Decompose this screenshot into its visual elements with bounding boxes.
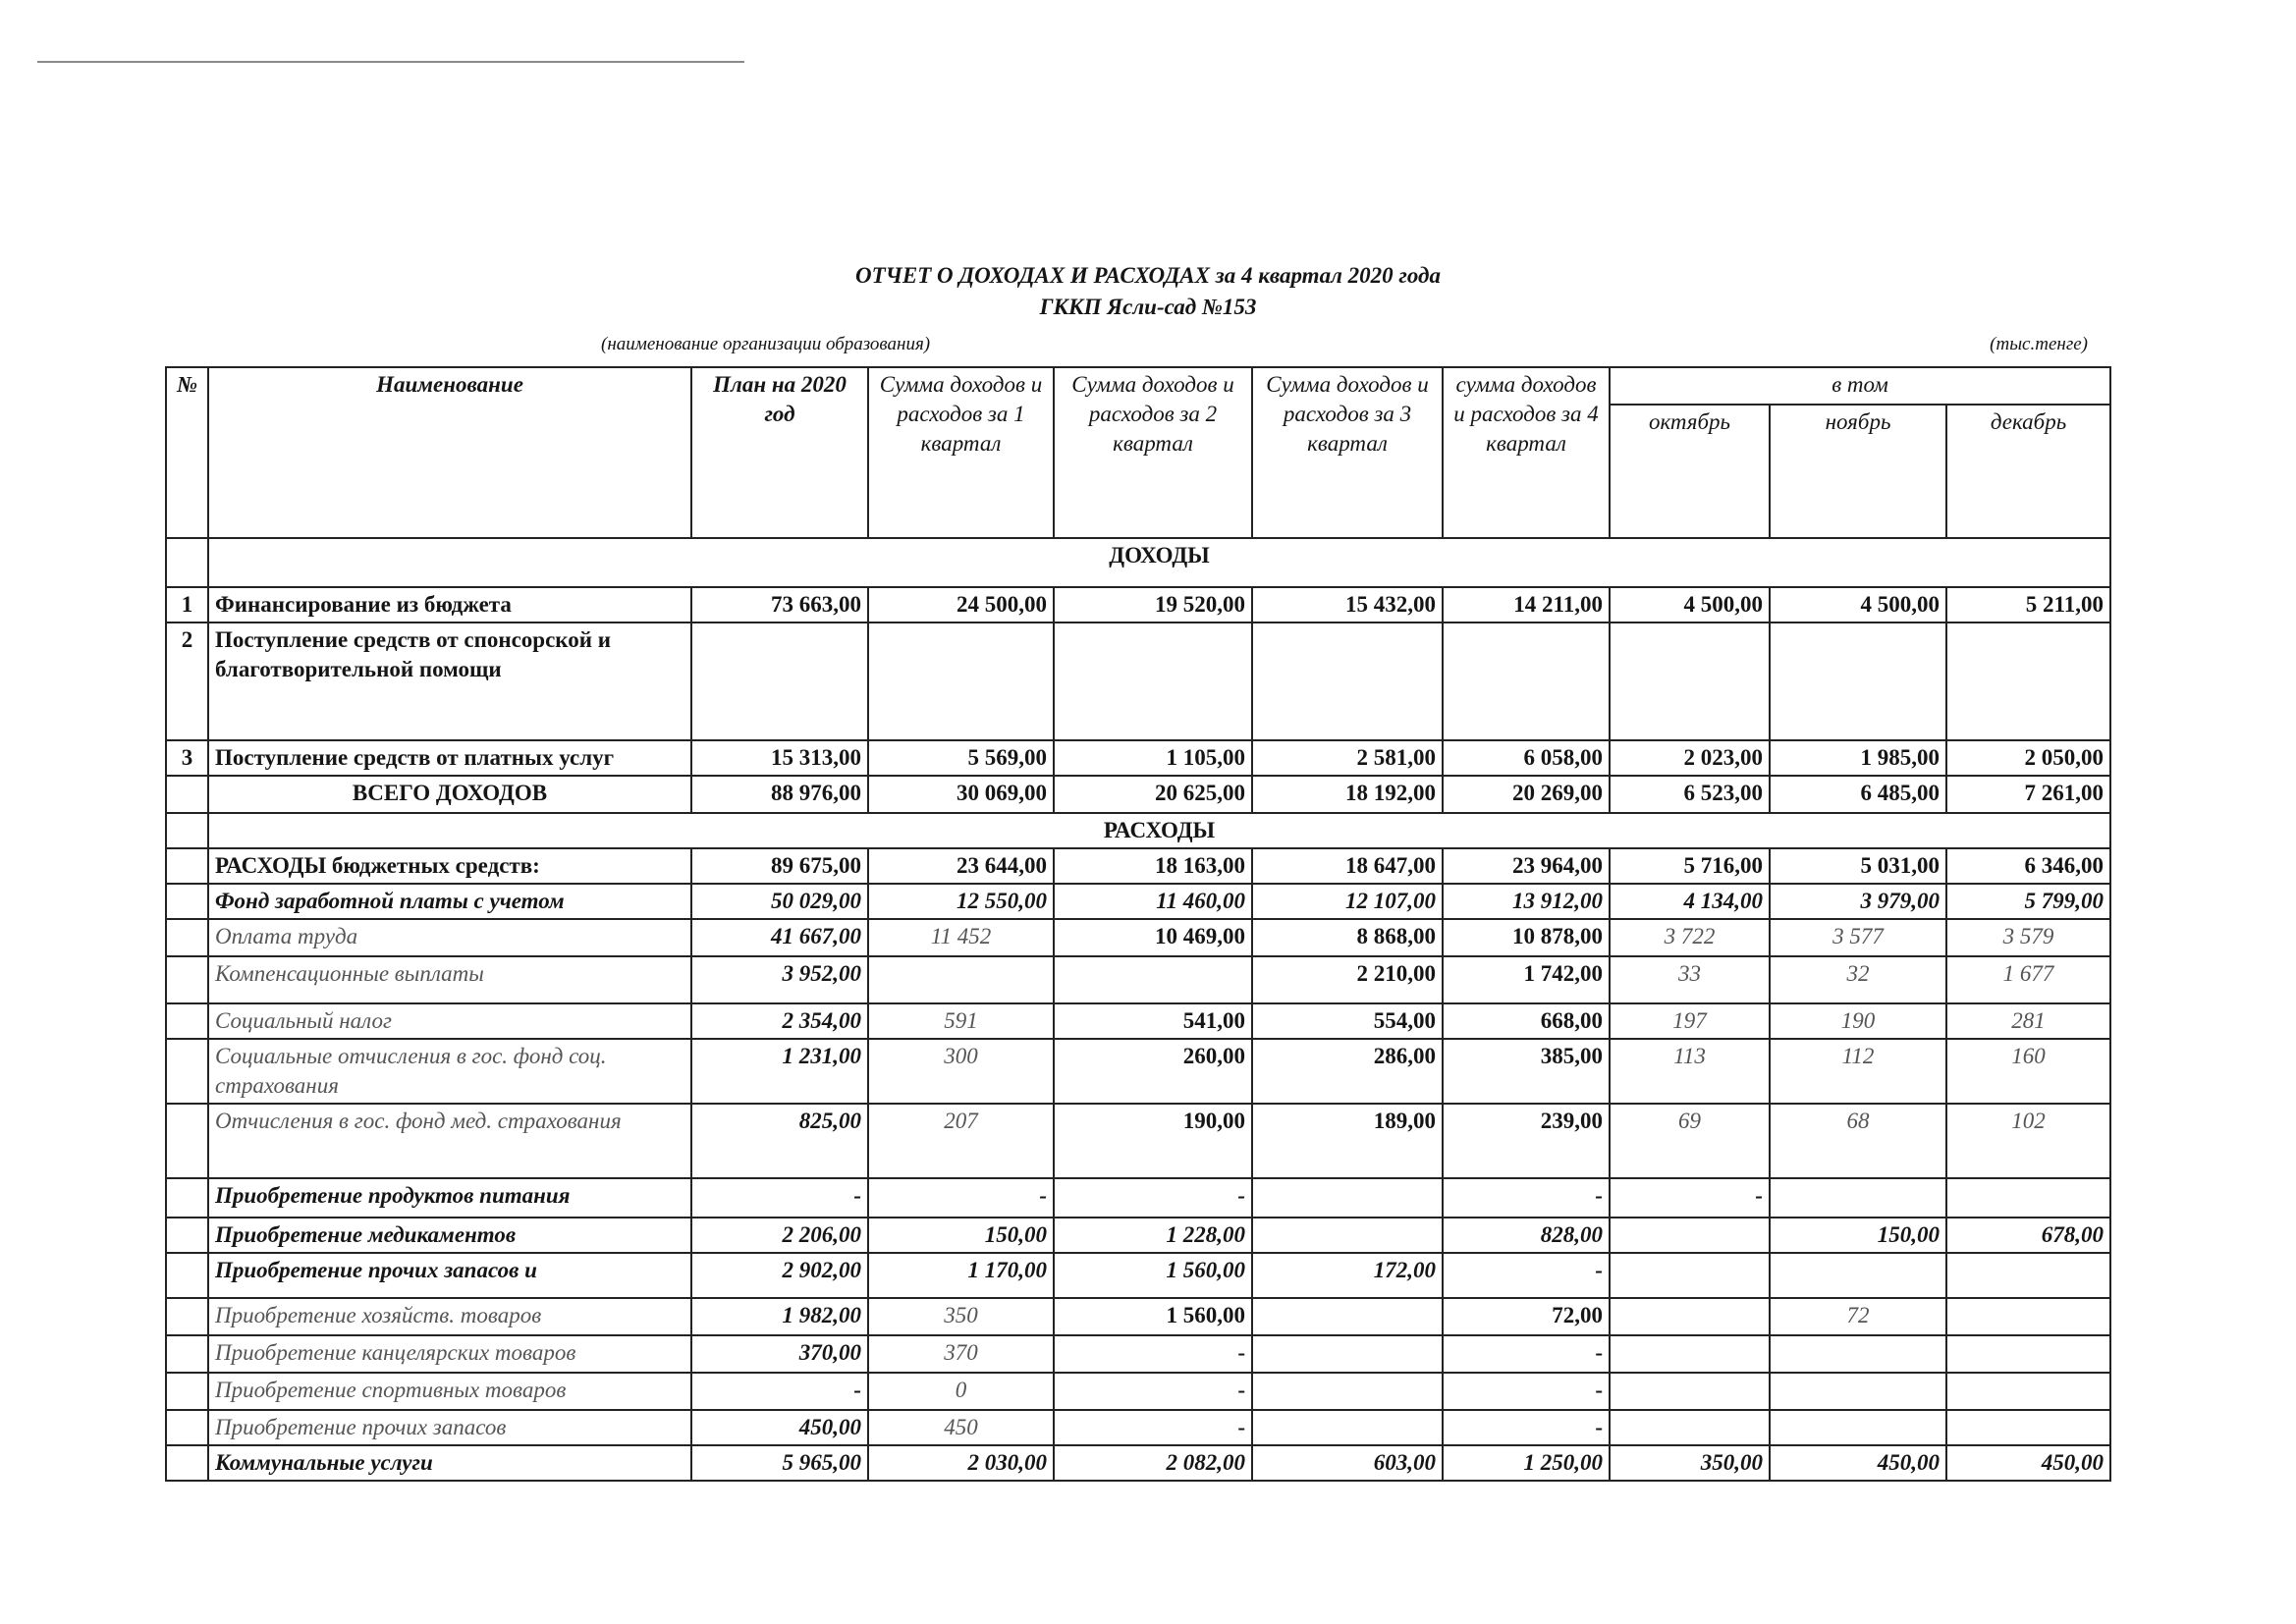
value-cell-q2: - <box>1054 1373 1252 1410</box>
value-cell-q3: 2 581,00 <box>1252 740 1443 776</box>
value-cell-plan: 15 313,00 <box>691 740 868 776</box>
value-cell-q1: 1 170,00 <box>868 1253 1054 1298</box>
value-cell-q4: 6 058,00 <box>1443 740 1610 776</box>
value-cell-plan: 89 675,00 <box>691 848 868 884</box>
value-cell-q3: 18 647,00 <box>1252 848 1443 884</box>
value-cell-q4: 10 878,00 <box>1443 919 1610 956</box>
scan-edge-line <box>37 61 744 63</box>
value-cell-plan: 2 902,00 <box>691 1253 868 1298</box>
value-cell-nov: 3 979,00 <box>1770 884 1946 919</box>
document-title <box>0 260 2296 323</box>
header-row <box>166 367 2110 405</box>
value-cell-plan: 1 982,00 <box>691 1298 868 1335</box>
row-name-cell: Поступление средств от платных услуг <box>208 740 691 776</box>
value-cell-oct: 113 <box>1610 1039 1770 1104</box>
header-no: № <box>166 367 208 538</box>
value-cell-q2: 1 560,00 <box>1054 1298 1252 1335</box>
value-cell-dec: 160 <box>1946 1039 2110 1104</box>
value-cell-oct: 4 500,00 <box>1610 587 1770 623</box>
value-cell-dec <box>1946 1253 2110 1298</box>
value-cell-q4: - <box>1443 1373 1610 1410</box>
value-cell-q3 <box>1252 1218 1443 1253</box>
value-cell-oct <box>1610 1253 1770 1298</box>
row-name-cell: ВСЕГО ДОХОДОВ <box>208 776 691 813</box>
value-cell-q1: - <box>868 1178 1054 1218</box>
value-cell-q3 <box>1252 1178 1443 1218</box>
row-name-cell: Фонд заработной платы с учетом <box>208 884 691 919</box>
row-name-cell: Приобретение прочих запасов и <box>208 1253 691 1298</box>
expense-section-title-row <box>166 813 2110 848</box>
value-cell-plan: - <box>691 1373 868 1410</box>
value-cell-dec <box>1946 1298 2110 1335</box>
table-row <box>166 919 2110 956</box>
row-number-cell <box>166 1335 208 1373</box>
row-number-cell: 2 <box>166 623 208 740</box>
value-cell-q2 <box>1054 623 1252 740</box>
row-name-cell: Отчисления в гос. фонд мед. страхования <box>208 1104 691 1178</box>
value-cell-q2: 1 228,00 <box>1054 1218 1252 1253</box>
value-cell-oct: 3 722 <box>1610 919 1770 956</box>
value-cell-oct <box>1610 1373 1770 1410</box>
value-cell-q3 <box>1252 1410 1443 1445</box>
value-cell-q3: 172,00 <box>1252 1253 1443 1298</box>
table-row <box>166 1253 2110 1298</box>
table-row <box>166 1445 2110 1481</box>
value-cell-q2: 2 082,00 <box>1054 1445 1252 1481</box>
value-cell-oct <box>1610 1335 1770 1373</box>
value-cell-oct <box>1610 623 1770 740</box>
value-cell-plan: 73 663,00 <box>691 587 868 623</box>
row-number-cell <box>166 1253 208 1298</box>
value-cell-q4 <box>1443 623 1610 740</box>
value-cell-dec: 2 050,00 <box>1946 740 2110 776</box>
header-q2: Сумма доходов и расходов за 2 квартал <box>1054 367 1252 538</box>
value-cell-q4: - <box>1443 1178 1610 1218</box>
value-cell-dec: 5 211,00 <box>1946 587 2110 623</box>
value-cell-dec <box>1946 1410 2110 1445</box>
value-cell-oct <box>1610 1410 1770 1445</box>
value-cell-plan: 3 952,00 <box>691 956 868 1003</box>
value-cell-q4: 1 742,00 <box>1443 956 1610 1003</box>
row-number-cell <box>166 848 208 884</box>
value-cell-q3: 8 868,00 <box>1252 919 1443 956</box>
value-cell-q3 <box>1252 1335 1443 1373</box>
value-cell-dec: 281 <box>1946 1003 2110 1039</box>
table-row <box>166 587 2110 623</box>
value-cell-nov: 450,00 <box>1770 1445 1946 1481</box>
value-cell-q1: 591 <box>868 1003 1054 1039</box>
row-name-cell: Приобретение хозяйств. товаров <box>208 1298 691 1335</box>
value-cell-dec: 6 346,00 <box>1946 848 2110 884</box>
row-number-cell <box>166 776 208 813</box>
header-name: Наименование <box>208 367 691 538</box>
value-cell-q2: 20 625,00 <box>1054 776 1252 813</box>
row-number-cell <box>166 919 208 956</box>
row-number-cell: 3 <box>166 740 208 776</box>
row-number-cell <box>166 1104 208 1178</box>
row-name-cell: Приобретение спортивных товаров <box>208 1373 691 1410</box>
value-cell-q4: 828,00 <box>1443 1218 1610 1253</box>
value-cell-q1: 2 030,00 <box>868 1445 1054 1481</box>
header-plan: План на 2020 год <box>691 367 868 538</box>
value-cell-plan: 825,00 <box>691 1104 868 1178</box>
table-row <box>166 1335 2110 1373</box>
header-november: ноябрь <box>1770 405 1946 538</box>
value-cell-plan: 2 354,00 <box>691 1003 868 1039</box>
table-row <box>166 1218 2110 1253</box>
table-row <box>166 884 2110 919</box>
value-cell-q3 <box>1252 1298 1443 1335</box>
value-cell-nov <box>1770 1373 1946 1410</box>
value-cell-dec: 7 261,00 <box>1946 776 2110 813</box>
value-cell-q1: 450 <box>868 1410 1054 1445</box>
table-row <box>166 1003 2110 1039</box>
value-cell-q1 <box>868 623 1054 740</box>
row-name-cell: Приобретение продуктов питания <box>208 1178 691 1218</box>
value-cell-nov <box>1770 1253 1946 1298</box>
value-cell-q1: 207 <box>868 1104 1054 1178</box>
value-cell-q1: 300 <box>868 1039 1054 1104</box>
value-cell-nov <box>1770 1335 1946 1373</box>
value-cell-q1: 370 <box>868 1335 1054 1373</box>
value-cell-oct: - <box>1610 1178 1770 1218</box>
value-cell-oct: 5 716,00 <box>1610 848 1770 884</box>
value-cell-dec: 450,00 <box>1946 1445 2110 1481</box>
value-cell-nov: 5 031,00 <box>1770 848 1946 884</box>
row-number-cell <box>166 1003 208 1039</box>
header-q3: Сумма доходов и расходов за 3 квартал <box>1252 367 1443 538</box>
value-cell-q3: 15 432,00 <box>1252 587 1443 623</box>
header-q1: Сумма доходов и расходов за 1 квартал <box>868 367 1054 538</box>
value-cell-q3: 18 192,00 <box>1252 776 1443 813</box>
value-cell-q1: 24 500,00 <box>868 587 1054 623</box>
row-number-cell <box>166 884 208 919</box>
value-cell-dec <box>1946 1373 2110 1410</box>
value-cell-oct: 6 523,00 <box>1610 776 1770 813</box>
value-cell-q2: 1 560,00 <box>1054 1253 1252 1298</box>
value-cell-dec <box>1946 1178 2110 1218</box>
value-cell-q3: 2 210,00 <box>1252 956 1443 1003</box>
value-cell-q4: 72,00 <box>1443 1298 1610 1335</box>
row-name-cell: Приобретение прочих запасов <box>208 1410 691 1445</box>
value-cell-plan: 2 206,00 <box>691 1218 868 1253</box>
value-cell-q2: 19 520,00 <box>1054 587 1252 623</box>
row-name-cell: Финансирование из бюджета <box>208 587 691 623</box>
value-cell-q4: 1 250,00 <box>1443 1445 1610 1481</box>
value-cell-plan: 50 029,00 <box>691 884 868 919</box>
value-cell-dec: 3 579 <box>1946 919 2110 956</box>
value-cell-oct: 69 <box>1610 1104 1770 1178</box>
table-row <box>166 848 2110 884</box>
value-cell-oct: 33 <box>1610 956 1770 1003</box>
row-name-cell: Социальные отчисления в гос. фонд соц. страхования <box>208 1039 691 1104</box>
org-caption: (наименование организации образования) <box>601 334 931 354</box>
value-cell-nov: 1 985,00 <box>1770 740 1946 776</box>
value-cell-q2: 18 163,00 <box>1054 848 1252 884</box>
table-row <box>166 623 2110 740</box>
value-cell-oct: 4 134,00 <box>1610 884 1770 919</box>
value-cell-q2: - <box>1054 1410 1252 1445</box>
row-number-cell <box>166 1178 208 1218</box>
header-q4: сумма доходов и расходов за 4 квартал <box>1443 367 1610 538</box>
value-cell-nov: 4 500,00 <box>1770 587 1946 623</box>
value-cell-plan: 41 667,00 <box>691 919 868 956</box>
value-cell-plan: 450,00 <box>691 1410 868 1445</box>
table-row <box>166 740 2110 776</box>
header-including: в том <box>1610 367 2110 405</box>
value-cell-nov <box>1770 1410 1946 1445</box>
value-cell-q3: 554,00 <box>1252 1003 1443 1039</box>
table-row <box>166 1178 2110 1218</box>
row-name-cell: Приобретение канцелярских товаров <box>208 1335 691 1373</box>
value-cell-q2: 541,00 <box>1054 1003 1252 1039</box>
value-cell-q2: 190,00 <box>1054 1104 1252 1178</box>
row-number-cell <box>166 1373 208 1410</box>
table-row <box>166 1410 2110 1445</box>
table-row <box>166 776 2110 813</box>
value-cell-q3: 189,00 <box>1252 1104 1443 1178</box>
value-cell-plan: - <box>691 1178 868 1218</box>
value-cell-q1: 350 <box>868 1298 1054 1335</box>
value-cell-dec: 678,00 <box>1946 1218 2110 1253</box>
value-cell-q1: 30 069,00 <box>868 776 1054 813</box>
row-name-cell: Поступление средств от спонсорской и благотворительной помощи <box>208 623 691 740</box>
table-row <box>166 1039 2110 1104</box>
value-cell-nov <box>1770 623 1946 740</box>
value-cell-q2: 260,00 <box>1054 1039 1252 1104</box>
value-cell-q2: 11 460,00 <box>1054 884 1252 919</box>
value-cell-q2: - <box>1054 1335 1252 1373</box>
row-number-cell <box>166 1445 208 1481</box>
row-name-cell: Оплата труда <box>208 919 691 956</box>
value-cell-q1: 0 <box>868 1373 1054 1410</box>
value-cell-q2 <box>1054 956 1252 1003</box>
value-cell-q4: 668,00 <box>1443 1003 1610 1039</box>
value-cell-q3: 603,00 <box>1252 1445 1443 1481</box>
value-cell-q4: - <box>1443 1410 1610 1445</box>
value-cell-nov: 190 <box>1770 1003 1946 1039</box>
value-cell-nov <box>1770 1178 1946 1218</box>
value-cell-q4: 20 269,00 <box>1443 776 1610 813</box>
value-cell-dec: 102 <box>1946 1104 2110 1178</box>
empty-no-cell <box>166 813 208 848</box>
value-cell-dec: 5 799,00 <box>1946 884 2110 919</box>
value-cell-q4: 14 211,00 <box>1443 587 1610 623</box>
value-cell-q4: - <box>1443 1335 1610 1373</box>
expense-section-title: РАСХОДЫ <box>208 813 2110 848</box>
value-cell-q1 <box>868 956 1054 1003</box>
header-december: декабрь <box>1946 405 2110 538</box>
value-cell-q3: 12 107,00 <box>1252 884 1443 919</box>
value-cell-oct <box>1610 1218 1770 1253</box>
income-section-title: ДОХОДЫ <box>208 538 2110 587</box>
row-name-cell: Социальный налог <box>208 1003 691 1039</box>
value-cell-q3: 286,00 <box>1252 1039 1443 1104</box>
value-cell-oct <box>1610 1298 1770 1335</box>
value-cell-nov: 112 <box>1770 1039 1946 1104</box>
value-cell-q1: 11 452 <box>868 919 1054 956</box>
value-cell-dec <box>1946 1335 2110 1373</box>
value-cell-q3 <box>1252 623 1443 740</box>
row-number-cell <box>166 1410 208 1445</box>
value-cell-dec: 1 677 <box>1946 956 2110 1003</box>
title-line-2: ГККП Ясли-сад №153 <box>1039 295 1257 319</box>
row-name-cell: Приобретение медикаментов <box>208 1218 691 1253</box>
value-cell-q4: - <box>1443 1253 1610 1298</box>
value-cell-q1: 23 644,00 <box>868 848 1054 884</box>
row-number-cell <box>166 956 208 1003</box>
row-name-cell: Коммунальные услуги <box>208 1445 691 1481</box>
value-cell-dec <box>1946 623 2110 740</box>
empty-no-cell <box>166 538 208 587</box>
value-cell-nov: 6 485,00 <box>1770 776 1946 813</box>
report-table <box>165 366 2111 1482</box>
value-cell-q1: 12 550,00 <box>868 884 1054 919</box>
value-cell-plan <box>691 623 868 740</box>
table-row <box>166 1298 2110 1335</box>
income-section-title-row <box>166 538 2110 587</box>
value-cell-q2: 10 469,00 <box>1054 919 1252 956</box>
unit-caption: (тыс.тенге) <box>1990 334 2088 354</box>
value-cell-q4: 23 964,00 <box>1443 848 1610 884</box>
value-cell-q1: 5 569,00 <box>868 740 1054 776</box>
value-cell-q2: - <box>1054 1178 1252 1218</box>
row-number-cell <box>166 1298 208 1335</box>
value-cell-plan: 370,00 <box>691 1335 868 1373</box>
row-number-cell: 1 <box>166 587 208 623</box>
value-cell-q4: 13 912,00 <box>1443 884 1610 919</box>
title-line-1: ОТЧЕТ О ДОХОДАХ И РАСХОДАХ за 4 квартал 2020 года <box>855 263 1441 288</box>
value-cell-nov: 72 <box>1770 1298 1946 1335</box>
value-cell-oct: 197 <box>1610 1003 1770 1039</box>
value-cell-nov: 68 <box>1770 1104 1946 1178</box>
row-number-cell <box>166 1218 208 1253</box>
table-row <box>166 1104 2110 1178</box>
value-cell-q1: 150,00 <box>868 1218 1054 1253</box>
value-cell-plan: 1 231,00 <box>691 1039 868 1104</box>
value-cell-oct: 350,00 <box>1610 1445 1770 1481</box>
header-october: октябрь <box>1610 405 1770 538</box>
value-cell-plan: 88 976,00 <box>691 776 868 813</box>
value-cell-nov: 32 <box>1770 956 1946 1003</box>
value-cell-nov: 3 577 <box>1770 919 1946 956</box>
value-cell-q2: 1 105,00 <box>1054 740 1252 776</box>
value-cell-q3 <box>1252 1373 1443 1410</box>
row-name-cell: Компенсационные выплаты <box>208 956 691 1003</box>
value-cell-oct: 2 023,00 <box>1610 740 1770 776</box>
row-number-cell <box>166 1039 208 1104</box>
table-row <box>166 956 2110 1003</box>
value-cell-plan: 5 965,00 <box>691 1445 868 1481</box>
table-row <box>166 1373 2110 1410</box>
value-cell-nov: 150,00 <box>1770 1218 1946 1253</box>
value-cell-q4: 385,00 <box>1443 1039 1610 1104</box>
row-name-cell: РАСХОДЫ бюджетных средств: <box>208 848 691 884</box>
value-cell-q4: 239,00 <box>1443 1104 1610 1178</box>
